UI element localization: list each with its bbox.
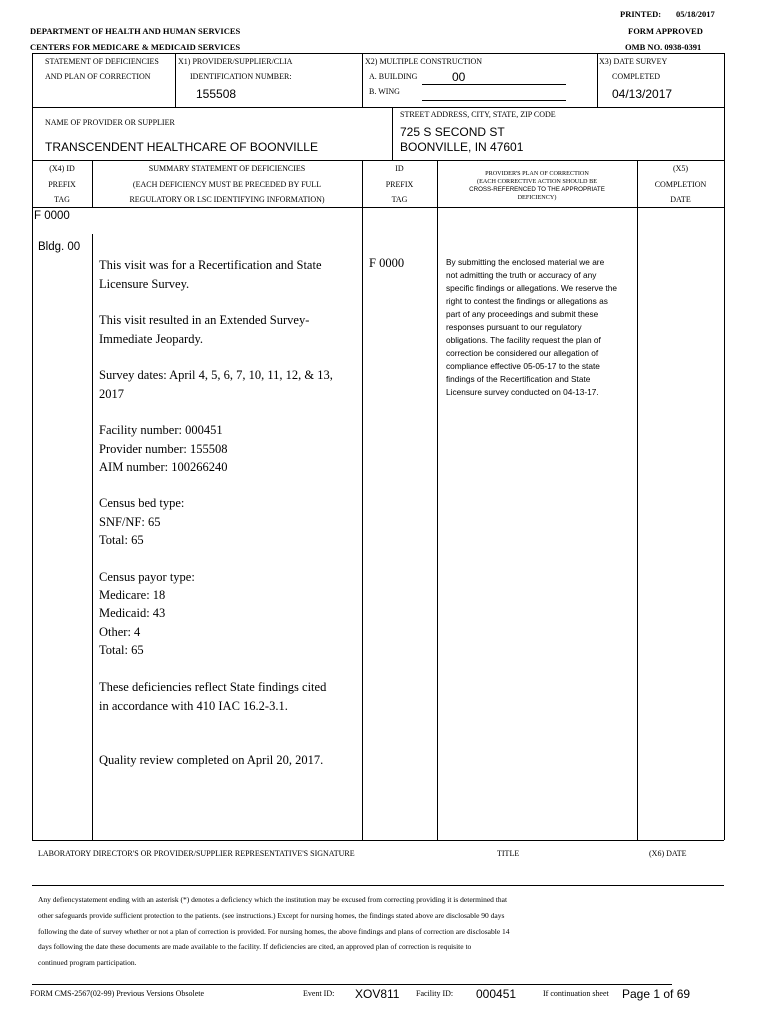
summary-paragraph-1: This visit was for a Recertification and State Licensure Survey.: [99, 258, 322, 291]
page-number: Page 1 of 69: [622, 987, 691, 1001]
x3-label-2: COMPLETED: [612, 72, 660, 81]
continuation-label: If continuation sheet: [543, 989, 609, 998]
signature-label: LABORATORY DIRECTOR'S OR PROVIDER/SUPPLIER REPRESENTATIVE'S SIGNATURE: [38, 849, 355, 858]
form-number: FORM CMS-2567(02-99) Previous Versions Obsolete: [30, 989, 205, 998]
facility-number: Facility number: 000451: [99, 423, 223, 437]
plan-header-3: CROSS-REFERENCED TO THE APPROPRIATE: [469, 186, 605, 193]
census-payor-type: Census payor type:: [99, 570, 195, 584]
summary-header-3: REGULATORY OR LSC IDENTIFYING INFORMATION): [129, 195, 325, 204]
survey-date-value: 04/13/2017: [612, 87, 673, 101]
x4-header-2: PREFIX: [48, 180, 76, 189]
plan-header-1: PROVIDER'S PLAN OF CORRECTION: [485, 170, 589, 177]
plan-header-4: DEFICIENCY): [517, 194, 557, 201]
building-label: A. BUILDING: [369, 72, 418, 81]
building-value: 00: [452, 70, 466, 84]
aim-number: AIM number: 100266240: [99, 460, 228, 474]
id-header-2: PREFIX: [385, 180, 414, 189]
omb-number: OMB NO. 0938-0391: [625, 42, 702, 52]
x3-label: X3) DATE SURVEY: [599, 57, 668, 66]
title-label: TITLE: [497, 849, 520, 858]
facility-id-label: Facility ID:: [416, 989, 454, 998]
summary-header-1: SUMMARY STATEMENT OF DEFICIENCIES: [148, 164, 306, 173]
x5-header-2: COMPLETION: [654, 180, 707, 189]
medicare: Medicare: 18: [99, 588, 166, 602]
state-findings-paragraph: These deficiencies reflect State findings cited in accordance with 410 IAC 16.2-3.1.: [99, 680, 327, 713]
footnote-line-1: Any defiencystatement ending with an asterisk (*) denotes a deficiency which the institution may be excused from correcting providing it is determined that: [38, 895, 508, 904]
printed-date: 05/18/2017: [676, 9, 715, 19]
bed-total: Total: 65: [99, 533, 144, 547]
footnote-line-2: other safeguards provide sufficient protection to the patients. (see instructions.) Except for nursing homes, the findings stated above are disclosable 90 days: [38, 911, 505, 920]
address-line-1: 725 S SECOND ST: [400, 125, 505, 139]
address-label: STREET ADDRESS, CITY, STATE, ZIP CODE: [400, 110, 556, 119]
medicaid: Medicaid: 43: [99, 606, 166, 620]
facility-id-value: 000451: [476, 987, 517, 1001]
x5-header-1: (X5): [672, 164, 689, 173]
x4-header-1: (X4) ID: [49, 164, 75, 173]
address-line-2: BOONVILLE, IN 47601: [400, 140, 524, 154]
summary-header-2: (EACH DEFICIENCY MUST BE PRECEDED BY FULL: [132, 180, 322, 189]
event-id-label: Event ID:: [303, 989, 335, 998]
dept-title: DEPARTMENT OF HEALTH AND HUMAN SERVICES: [30, 26, 241, 36]
quality-review-paragraph: Quality review completed on April 20, 2017.: [99, 753, 324, 767]
x1-label-2: IDENTIFICATION NUMBER:: [190, 72, 292, 81]
footnote-line-3: following the date of survey whether or not a plan of correction is provided. For nursing homes, the above findings and plans of correction are disclosable 14: [38, 927, 510, 936]
payor-total: Total: 65: [99, 643, 144, 657]
id-header-3: TAG: [391, 195, 408, 204]
statement-label-1: STATEMENT OF DEFICIENCIES: [45, 57, 159, 66]
snf-nf: SNF/NF: 65: [99, 515, 161, 529]
right-tag: F 0000: [369, 256, 405, 270]
provider-id-value: 155508: [196, 87, 237, 101]
plan-of-correction-text: By submitting the enclosed material we are not admitting the truth or accuracy of any specific findings or allegations. We reserve the right to contest the findings or allegations as part of any proceedings and submit these responses pursuant to our regulatory obligations. The facility request the plan of correction be considered our allegation of compliance effective 05-05-17 to the state findings of the Recertification and State Licensure survey conducted on 04-13-17.: [446, 257, 617, 397]
other-payor: Other: 4: [99, 625, 141, 639]
provider-name-value: TRANSCENDENT HEALTHCARE OF BOONVILLE: [45, 140, 318, 154]
x2-label: X2) MULTIPLE CONSTRUCTION: [365, 57, 483, 66]
provider-name-label: NAME OF PROVIDER OR SUPPLIER: [45, 118, 175, 127]
centers-title: CENTERS FOR MEDICARE & MEDICAID SERVICES: [30, 42, 241, 52]
footnote-line-4: days following the date these documents are made available to the facility. If deficiencies are cited, an approved plan of correction is requisite to: [38, 942, 472, 951]
x4-header-3: TAG: [54, 195, 70, 204]
survey-dates: Survey dates: April 4, 5, 6, 7, 10, 11, 12, & 13, 2017: [99, 368, 333, 401]
provider-number: Provider number: 155508: [99, 442, 228, 456]
x1-label: X1) PROVIDER/SUPPLIER/CLIA: [178, 57, 293, 66]
event-id-value: XOV811: [355, 987, 400, 1001]
statement-label-2: AND PLAN OF CORRECTION: [45, 72, 151, 81]
wing-label: B. WING: [369, 87, 400, 96]
building-tag: Bldg. 00: [38, 241, 81, 253]
date-label: (X6) DATE: [649, 849, 687, 858]
left-tag: F 0000: [34, 210, 70, 222]
census-bed-type: Census bed type:: [99, 496, 185, 510]
id-header-1: ID: [395, 164, 404, 173]
summary-paragraph-2: This visit resulted in an Extended Survey- Immediate Jeopardy.: [99, 313, 310, 346]
footnote-line-5: continued program participation.: [38, 958, 137, 967]
plan-header-2: (EACH CORRECTIVE ACTION SHOULD BE: [477, 178, 597, 185]
printed-label: PRINTED:: [620, 9, 662, 19]
form-approved: FORM APPROVED: [628, 26, 703, 36]
x5-header-3: DATE: [670, 195, 691, 204]
